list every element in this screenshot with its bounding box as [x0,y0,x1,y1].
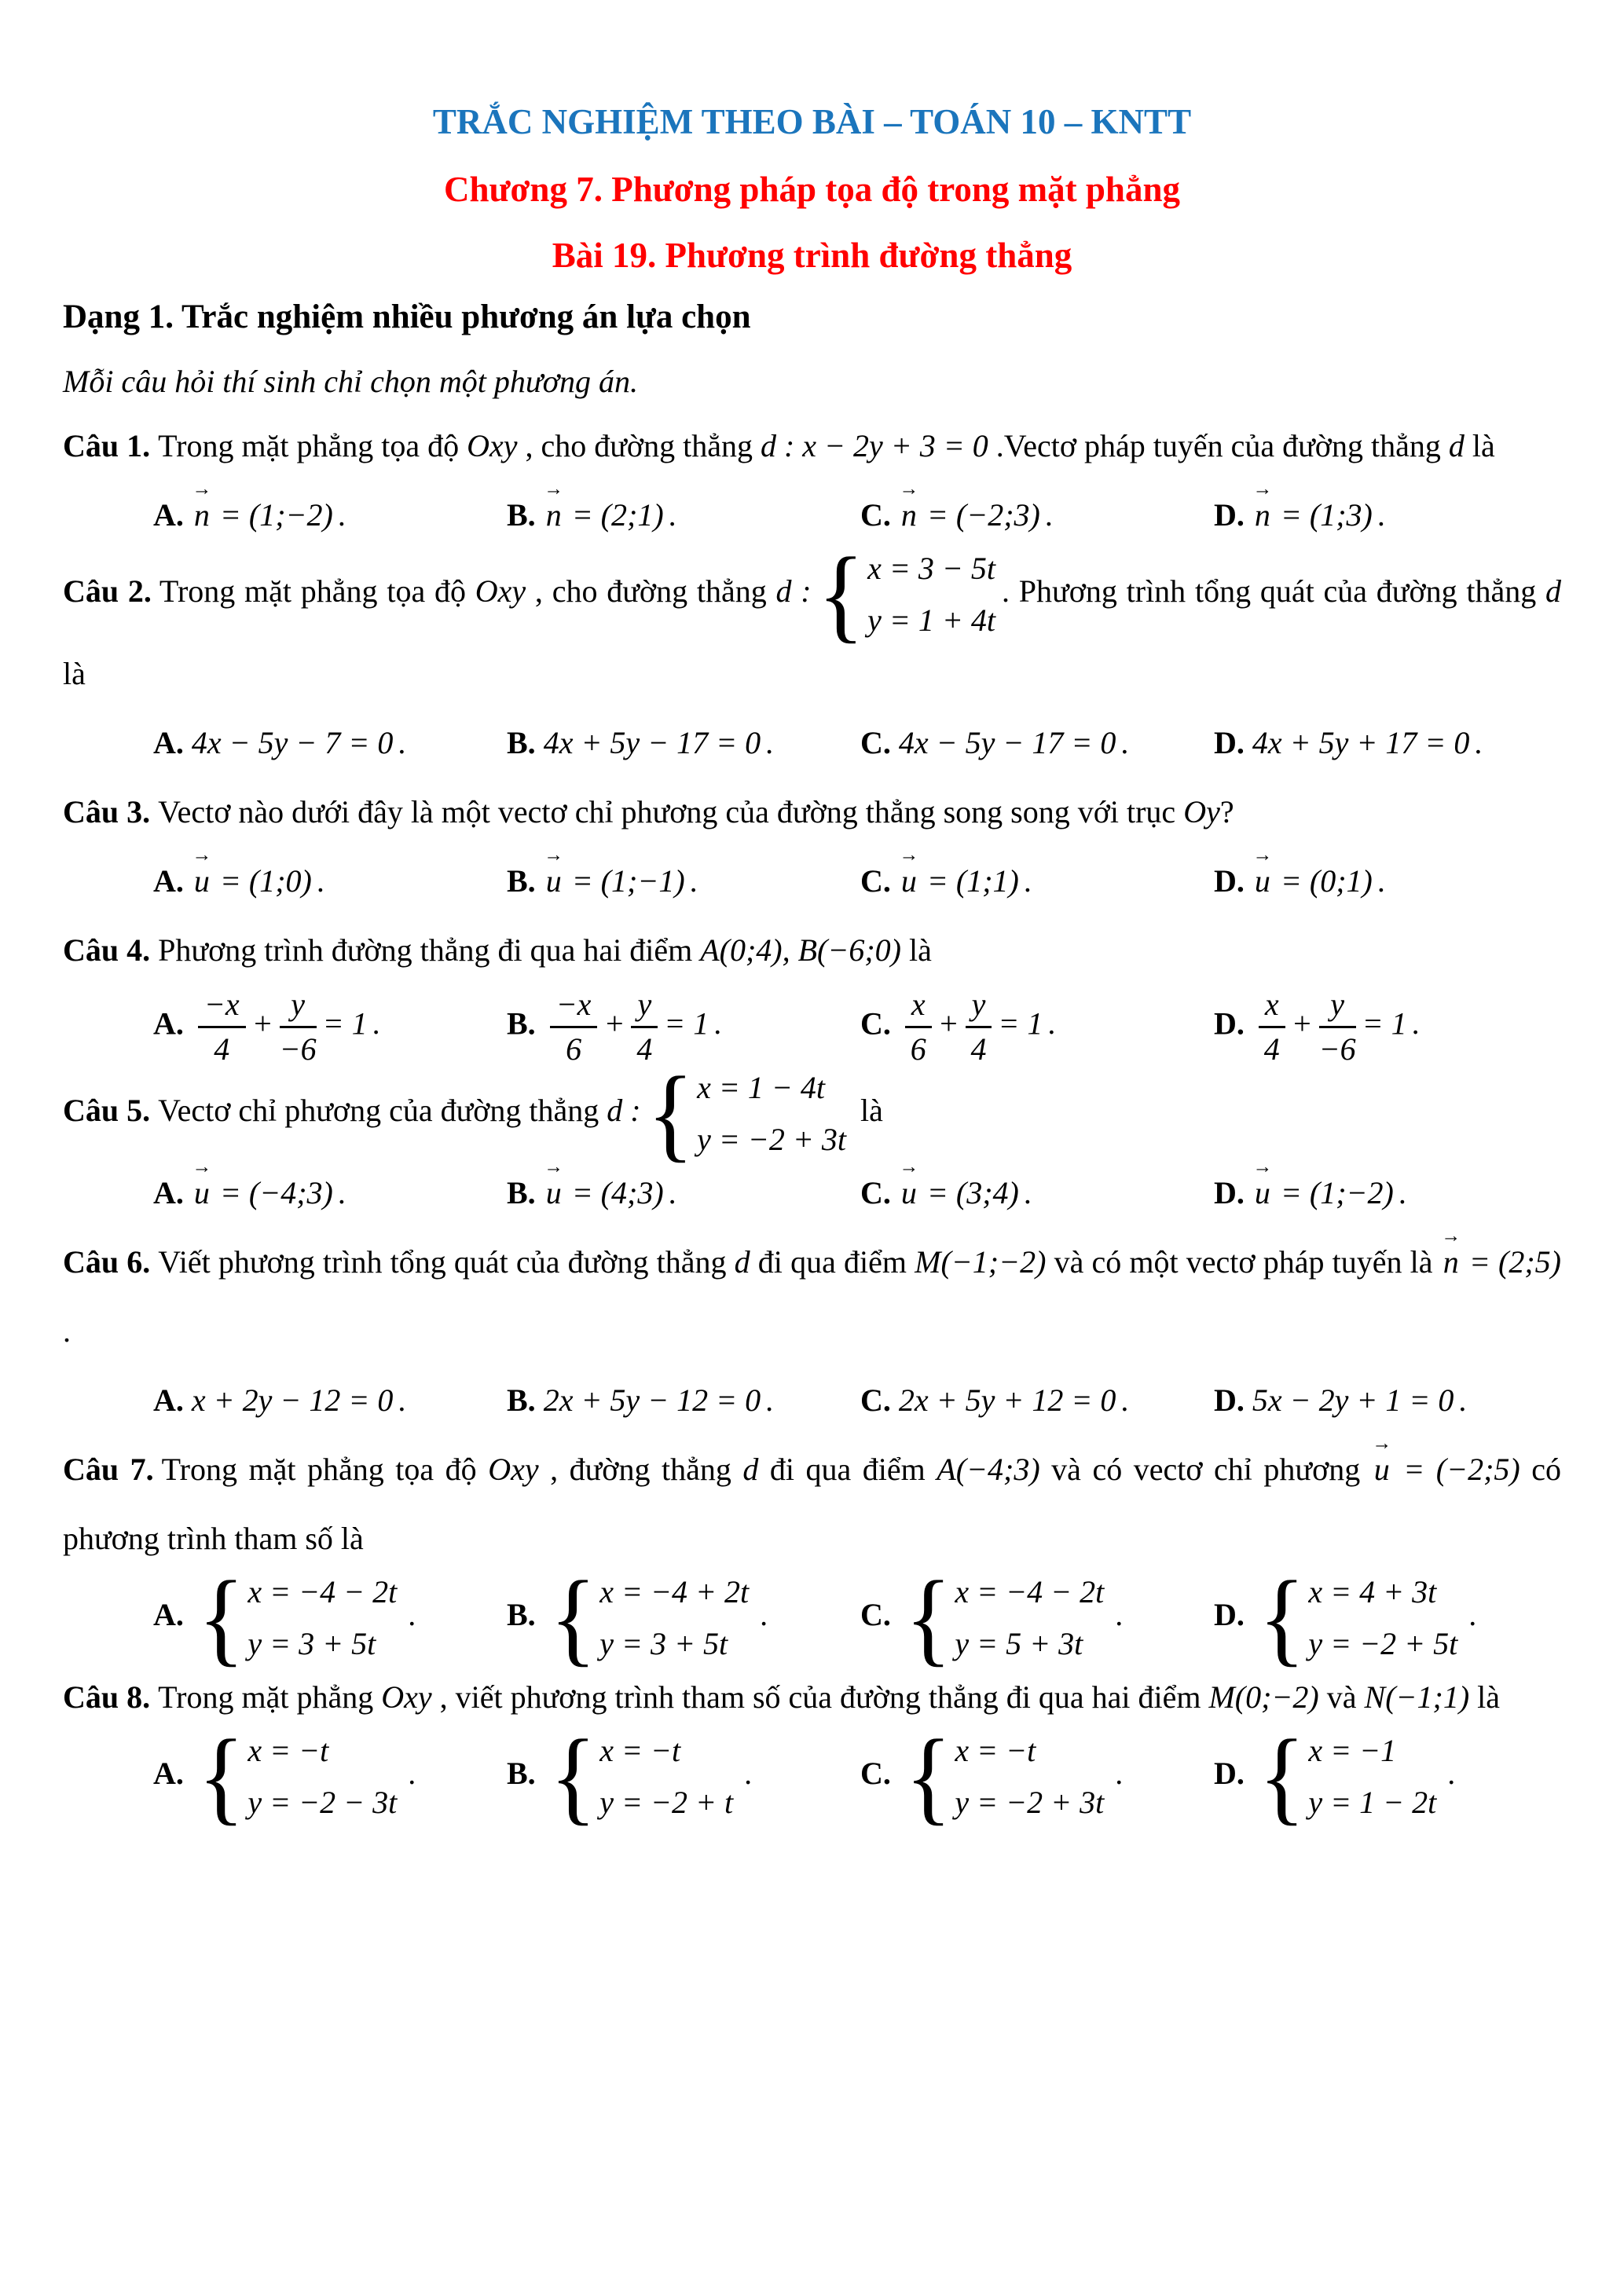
period: . [1023,862,1032,899]
text-segment: . Phương trình tổng quát của đường thẳng [1002,573,1546,609]
system-line: y = −2 + 3t [697,1121,846,1157]
math-expression: N(−1;1) [1364,1679,1470,1715]
system-line: x = −t [599,1732,681,1768]
math-expression: Oxy [381,1679,432,1715]
question-2-text [63,550,1561,709]
fraction [1319,985,1356,1069]
text-segment: và có một vectơ pháp tuyến là [1046,1243,1441,1280]
question-6-options [63,1366,1561,1435]
denominator: 4 [1263,1031,1280,1067]
math-expression: Oxy [488,1451,539,1487]
option-label: D. [1214,1755,1245,1791]
option-c [860,985,1214,1069]
option-label: B. [507,1755,536,1791]
math-expression: x + 2y − 12 = 0 [191,1382,394,1418]
option-label: A. [153,1382,184,1418]
system-line: y = −2 − 3t [247,1784,398,1820]
option-d [1214,985,1561,1069]
text-segment: Viết phương trình tổng quát của đường thẳng [158,1243,735,1280]
vector-letter: u [1373,1451,1390,1487]
curly-brace [550,1735,597,1818]
vector-symbol [192,847,212,916]
option-a [153,847,507,916]
vector-letter: u [545,1174,562,1210]
text-segment: Vectơ nào dưới đây là một vectơ chỉ phương của đường thẳng song song với trục [158,793,1184,829]
text-segment: và có vectơ chỉ phương [1039,1451,1372,1487]
parametric-system [818,550,995,639]
math-expression: = (−2;3) [926,496,1040,533]
text-segment: Trong mặt phẳng tọa độ [159,573,475,609]
option-a [153,1366,507,1435]
option-label: D. [1214,1005,1245,1042]
option-label: A. [153,1005,184,1042]
question-6-label: Câu 6. [63,1243,151,1280]
system-line: y = 1 + 4t [867,602,995,638]
question-7-text [63,1435,1561,1573]
instruction-note: Mỗi câu hỏi thí sinh chỉ chọn một phương án. [63,363,638,399]
equals-one: = 1 [322,1005,368,1042]
period: . [668,496,676,533]
option-c [860,709,1214,778]
option-c [860,847,1214,916]
text-segment: và [1318,1679,1365,1715]
system-line: x = −4 + 2t [599,1573,750,1609]
section-heading: Dạng 1. Trắc nghiệm nhiều phương án lựa chọn [63,298,751,335]
parametric-system [1259,1732,1436,1822]
question-1-options [63,481,1561,550]
option-label: C. [860,862,891,899]
option-label: D. [1214,496,1245,533]
math-expression: d : [775,573,812,609]
curly-brace [1259,1735,1306,1818]
math-expression: Oxy [475,573,526,609]
period: . [408,1596,416,1632]
text-segment: là [1464,427,1495,463]
math-expression: = (0;1) [1280,862,1373,899]
math-expression: 4x + 5y + 17 = 0 [1252,724,1470,760]
parametric-system [198,1573,397,1663]
system-line: y = 3 + 5t [599,1625,728,1661]
math-expression: M(0;−2) [1208,1679,1319,1715]
option-a [153,1732,507,1822]
vector-letter: n [1254,496,1270,533]
math-expression: = (2;5) [1468,1243,1562,1280]
system-line: y = 3 + 5t [247,1625,376,1661]
question-7-label: Câu 7. [63,1451,154,1487]
math-expression: = (1;−2) [219,496,333,533]
option-label: D. [1214,1382,1245,1418]
option-d [1214,1573,1561,1663]
text-segment: Trong mặt phẳng [158,1679,382,1715]
plus-sign: + [251,1005,273,1042]
period: . [1120,1382,1129,1418]
option-c [860,1366,1214,1435]
parametric-system [198,1732,397,1822]
period: . [1047,1005,1056,1042]
numerator: y [631,985,658,1028]
period: . [744,1755,753,1791]
math-expression: = (1;−2) [1280,1174,1394,1210]
math-expression: Oy [1183,793,1220,829]
system-line: y = −2 + 3t [955,1784,1105,1820]
text-segment: có phương trình tham số là [63,1451,1562,1556]
fraction [1259,985,1285,1069]
vector-letter: n [193,496,210,533]
option-label: B. [507,1174,536,1210]
vector-letter: u [1254,1174,1270,1210]
numerator: y [280,985,317,1028]
period: . [1023,1174,1032,1210]
system-line: x = −t [955,1732,1036,1768]
parametric-system [550,1573,749,1663]
period: . [337,496,346,533]
option-d [1214,1732,1561,1822]
option-a [153,985,507,1069]
math-expression: = (1;3) [1280,496,1373,533]
period: . [1115,1596,1124,1632]
parametric-system [905,1573,1104,1663]
vector-symbol [192,481,212,550]
vector-symbol [192,1159,212,1228]
numerator: y [966,985,992,1028]
text-segment: , cho đường thẳng [526,573,776,609]
period: . [1458,1382,1467,1418]
text-segment: . [63,1313,71,1349]
option-c [860,481,1214,550]
numerator: y [1319,985,1356,1028]
numerator: −x [198,985,246,1028]
period: . [760,1596,768,1632]
denominator: −6 [279,1031,317,1067]
system-line: y = −2 + 5t [1308,1625,1458,1661]
numerator: −x [550,985,598,1028]
math-expression: d : x − 2y + 3 = 0 [760,427,988,463]
vector-letter: u [193,1174,210,1210]
period: . [1411,1005,1420,1042]
text-segment: là [900,932,932,968]
equals-one: = 1 [1362,1005,1407,1042]
curly-brace [818,553,865,635]
option-label: A. [153,496,184,533]
option-label: B. [507,1596,536,1632]
vector-symbol [1252,1159,1273,1228]
parametric-system [905,1732,1104,1822]
system-line: y = −2 + t [599,1784,734,1820]
question-3-options [63,847,1561,916]
option-label: C. [860,1005,891,1042]
vector-letter: n [900,496,917,533]
denominator: 6 [910,1031,926,1067]
vector-symbol [899,1159,919,1228]
option-b [507,481,860,550]
text-segment: đi qua điểm [750,1243,915,1280]
option-label: B. [507,496,536,533]
vector-symbol [899,481,919,550]
option-b [507,709,860,778]
parametric-system [647,1069,846,1159]
plus-sign: + [937,1005,959,1042]
vector-letter: n [545,496,562,533]
option-d [1214,709,1561,778]
system-line: x = 1 − 4t [697,1069,825,1105]
text-segment: Phương trình đường thẳng đi qua hai điểm [158,932,701,968]
math-expression: A(−4;3) [937,1451,1040,1487]
text-segment: là [852,1092,883,1128]
math-expression: 4x − 5y − 17 = 0 [898,724,1116,760]
math-expression: 5x − 2y + 1 = 0 [1252,1382,1454,1418]
period: . [1377,862,1385,899]
chapter-title: Chương 7. Phương pháp tọa độ trong mặt phẳng [443,170,1180,209]
option-label: D. [1214,1174,1245,1210]
text-segment: , cho đường thẳng [517,427,761,463]
period: . [337,1174,346,1210]
numerator: x [1259,985,1285,1028]
period: . [1468,1596,1477,1632]
period: . [1398,1174,1406,1210]
period: . [1115,1755,1124,1791]
text-segment: , đường thẳng [538,1451,743,1487]
period: . [1120,724,1129,760]
vector-letter: u [193,862,210,899]
option-c [860,1159,1214,1228]
text-segment: Trong mặt phẳng tọa độ [158,427,467,463]
fraction [198,985,246,1069]
math-expression: = (2;1) [571,496,664,533]
option-a [153,709,507,778]
period: . [765,1382,774,1418]
question-3-label: Câu 3. [63,793,151,829]
period: . [372,1005,380,1042]
curly-brace [647,1072,695,1155]
question-5-text [63,1069,1561,1159]
parametric-system [1259,1573,1457,1663]
math-expression: 2x + 5y + 12 = 0 [898,1382,1116,1418]
option-a [153,1573,507,1663]
vector-symbol [544,481,564,550]
fraction [280,985,317,1069]
question-4-options [63,985,1561,1069]
option-c [860,1732,1214,1822]
vector-symbol [544,1159,564,1228]
math-expression: A(0;4), B(−6;0) [700,932,901,968]
math-expression: 2x + 5y − 12 = 0 [543,1382,761,1418]
system-line: x = −1 [1308,1732,1397,1768]
page-title: TRẮC NGHIỆM THEO BÀI – TOÁN 10 – KNTT [432,102,1192,141]
question-8-label: Câu 8. [63,1679,151,1715]
option-b [507,1732,860,1822]
option-label: C. [860,1596,891,1632]
question-5-options [63,1159,1561,1228]
math-expression: M(−1;−2) [915,1243,1047,1280]
option-b [507,1366,860,1435]
text-segment: ? [1219,793,1234,829]
option-label: D. [1214,724,1245,760]
question-7-options [63,1573,1561,1663]
fraction [550,985,598,1069]
vector-symbol [1372,1435,1392,1504]
text-segment: là [63,655,86,691]
math-expression: = (−2;5) [1403,1451,1520,1487]
vector-letter: n [1443,1243,1459,1280]
option-label: C. [860,724,891,760]
vector-symbol [1252,481,1273,550]
text-segment: Vectơ chỉ phương của đường thẳng [158,1092,607,1128]
math-expression: d [1448,427,1465,463]
question-4-label: Câu 4. [63,932,151,968]
math-expression: = (1;1) [926,862,1019,899]
fraction [905,985,932,1069]
math-expression: Oxy [467,427,518,463]
question-8-options [63,1732,1561,1822]
vector-symbol [544,847,564,916]
plus-sign: + [1291,1005,1313,1042]
option-label: B. [507,1005,536,1042]
option-b [507,847,860,916]
period: . [398,1382,406,1418]
period: . [316,862,324,899]
period: . [1044,496,1053,533]
system-line: y = 1 − 2t [1308,1784,1437,1820]
option-label: A. [153,1596,184,1632]
equals-one: = 1 [664,1005,709,1042]
option-label: B. [507,862,536,899]
denominator: −6 [1318,1031,1356,1067]
math-expression: d [742,1451,759,1487]
math-expression: d [734,1243,750,1280]
curly-brace [550,1576,597,1659]
vector-symbol [899,847,919,916]
denominator: 4 [970,1031,987,1067]
curly-brace [1259,1576,1306,1659]
system-line: x = −4 − 2t [247,1573,398,1609]
vector-symbol [1252,847,1273,916]
period: . [668,1174,676,1210]
option-label: B. [507,724,536,760]
vector-letter: u [900,862,917,899]
period: . [1474,724,1483,760]
system-line: x = 3 − 5t [867,550,995,586]
option-d [1214,1159,1561,1228]
text-segment: .Vectơ pháp tuyến của đường thẳng [988,427,1449,463]
system-line: y = 5 + 3t [955,1625,1083,1661]
text-segment: đi qua điểm [758,1451,937,1487]
question-3-text [63,778,1561,847]
text-segment: Trong mặt phẳng tọa độ [161,1451,489,1487]
curly-brace [905,1735,952,1818]
option-d [1214,481,1561,550]
question-8-text [63,1663,1561,1732]
vector-letter: u [545,862,562,899]
option-label: D. [1214,862,1245,899]
numerator: x [905,985,932,1028]
option-label: C. [860,1755,891,1791]
question-2-options [63,709,1561,778]
curly-brace [198,1735,245,1818]
system-line: x = −t [247,1732,329,1768]
vector-letter: u [1254,862,1270,899]
period: . [408,1755,416,1791]
math-expression: 4x + 5y − 17 = 0 [543,724,761,760]
curly-brace [198,1576,245,1659]
option-a [153,1159,507,1228]
period: . [1377,496,1385,533]
period: . [713,1005,722,1042]
question-1-text [63,412,1561,481]
period: . [765,724,774,760]
option-b [507,1573,860,1663]
parametric-system [550,1732,733,1822]
question-2-label: Câu 2. [63,573,152,609]
denominator: 4 [636,1031,653,1067]
period: . [1447,1755,1456,1791]
option-label: C. [860,1382,891,1418]
curly-brace [905,1576,952,1659]
math-expression: 4x − 5y − 7 = 0 [191,724,394,760]
system-line: x = −4 − 2t [955,1573,1105,1609]
vector-letter: u [900,1174,917,1210]
system-line: x = 4 + 3t [1308,1573,1437,1609]
option-c [860,1573,1214,1663]
question-6-text [63,1228,1561,1366]
equals-one: = 1 [998,1005,1043,1042]
math-expression: = (3;4) [926,1174,1019,1210]
question-1-label: Câu 1. [63,427,151,463]
option-d [1214,847,1561,916]
math-expression: d : [607,1092,641,1128]
option-label: A. [153,1755,184,1791]
option-label: A. [153,1174,184,1210]
option-a [153,481,507,550]
plus-sign: + [603,1005,625,1042]
option-label: A. [153,724,184,760]
denominator: 4 [214,1031,230,1067]
math-expression: = (4;3) [571,1174,664,1210]
vector-symbol [1441,1228,1461,1297]
math-expression: d [1545,573,1562,609]
text-segment: là [1469,1679,1501,1715]
lesson-title: Bài 19. Phương trình đường thẳng [552,236,1072,275]
option-label: D. [1214,1596,1245,1632]
math-expression: = (−4;3) [219,1174,333,1210]
fraction [966,985,992,1069]
option-label: C. [860,496,891,533]
question-5-label: Câu 5. [63,1092,151,1128]
period: . [398,724,406,760]
question-4-text [63,916,1561,985]
period: . [689,862,698,899]
math-expression: = (1;0) [219,862,312,899]
option-label: C. [860,1174,891,1210]
math-expression: = (1;−1) [571,862,685,899]
denominator: 6 [566,1031,582,1067]
text-segment: , viết phương trình tham số của đường thẳng đi qua hai điểm [431,1679,1209,1715]
option-label: B. [507,1382,536,1418]
option-label: A. [153,862,184,899]
